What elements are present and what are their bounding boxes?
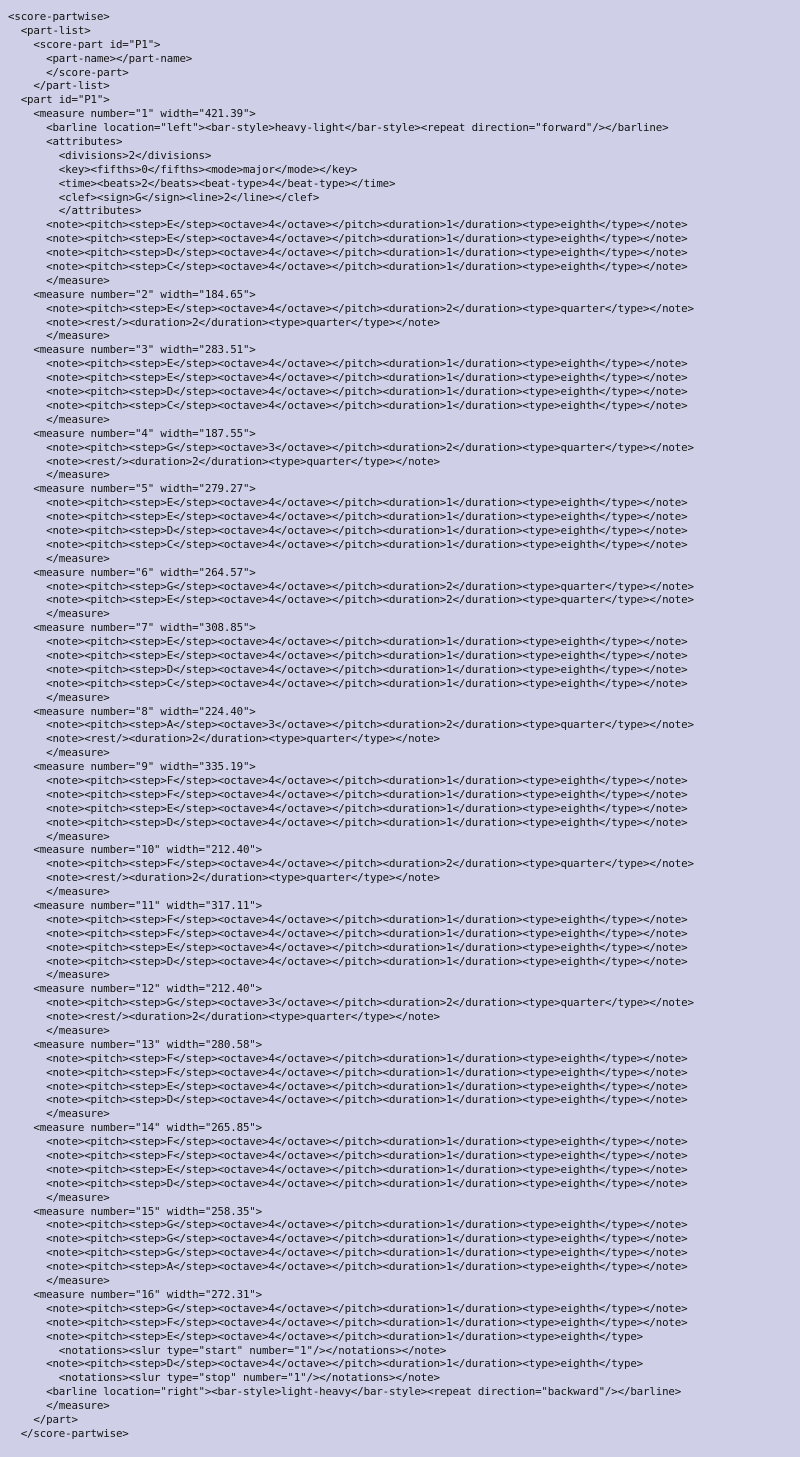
code-line: <note><pitch><step>E</step><octave>4</octave></pitch><duration>1</duration><type>eighth</type></note> — [8, 218, 688, 232]
code-line: <measure number="13" width="280.58"> — [8, 1037, 263, 1051]
code-line: <note><pitch><step>G</step><octave>4</octave></pitch><duration>1</duration><type>eighth</type></note> — [8, 1301, 688, 1315]
code-line: </measure> — [8, 468, 110, 482]
code-line: <note><pitch><step>E</step><octave>4</octave></pitch><duration>1</duration><type>eighth</type></note> — [8, 496, 688, 510]
code-line: <note><pitch><step>A</step><octave>4</octave></pitch><duration>1</duration><type>eighth</type></note> — [8, 1260, 688, 1274]
code-line: <note><pitch><step>G</step><octave>3</octave></pitch><duration>2</duration><type>quarter</type></note> — [8, 996, 694, 1010]
code-line: <measure number="1" width="421.39"> — [8, 107, 256, 121]
code-line: <barline location="right"><bar-style>light-heavy</bar-style><repeat direction="backward"/></barline> — [8, 1385, 682, 1399]
code-line: <note><pitch><step>F</step><octave>4</octave></pitch><duration>2</duration><type>quarter</type></note> — [8, 857, 694, 871]
code-line: <measure number="10" width="212.40"> — [8, 843, 263, 857]
code-line: </score-partwise> — [8, 1426, 129, 1440]
code-line: </measure> — [8, 1190, 110, 1204]
code-line: <note><pitch><step>D</step><octave>4</octave></pitch><duration>1</duration><type>eighth</type> — [8, 1357, 644, 1371]
code-line: <note><pitch><step>C</step><octave>4</octave></pitch><duration>1</duration><type>eighth</type></note> — [8, 398, 688, 412]
code-line: <note><pitch><step>D</step><octave>4</octave></pitch><duration>1</duration><type>eighth</type></note> — [8, 815, 688, 829]
code-line: </measure> — [8, 1274, 110, 1288]
code-line: <note><pitch><step>D</step><octave>4</octave></pitch><duration>1</duration><type>eighth</type></note> — [8, 523, 688, 537]
code-line: <note><pitch><step>F</step><octave>4</octave></pitch><duration>1</duration><type>eighth</type></note> — [8, 926, 688, 940]
code-line: <score-part id="P1"> — [8, 37, 161, 51]
code-line: <note><pitch><step>E</step><octave>4</octave></pitch><duration>1</duration><type>eighth</type></note> — [8, 510, 688, 524]
code-line: <measure number="3" width="283.51"> — [8, 343, 256, 357]
code-line: <part-name></part-name> — [8, 51, 193, 65]
code-line: <barline location="left"><bar-style>heavy-light</bar-style><repeat direction="forward"/></barline> — [8, 121, 669, 135]
code-line: <notations><slur type="stop" number="1"/></notations></note> — [8, 1371, 440, 1385]
code-line: <measure number="4" width="187.55"> — [8, 426, 256, 440]
code-line: <measure number="14" width="265.85"> — [8, 1121, 263, 1135]
code-line: </measure> — [8, 329, 110, 343]
code-line: </measure> — [8, 968, 110, 982]
code-line: <divisions>2</divisions> — [8, 148, 212, 162]
code-line: <note><rest/><duration>2</duration><type>quarter</type></note> — [8, 315, 440, 329]
code-line: <note><pitch><step>D</step><octave>4</octave></pitch><duration>1</duration><type>eighth</type></note> — [8, 954, 688, 968]
code-line: <note><pitch><step>D</step><octave>4</octave></pitch><duration>1</duration><type>eighth</type></note> — [8, 1093, 688, 1107]
code-line: <note><pitch><step>A</step><octave>3</octave></pitch><duration>2</duration><type>quarter</type></note> — [8, 718, 694, 732]
code-line: </measure> — [8, 607, 110, 621]
code-line: <note><pitch><step>F</step><octave>4</octave></pitch><duration>1</duration><type>eighth</type></note> — [8, 1065, 688, 1079]
code-line: <part id="P1"> — [8, 93, 110, 107]
code-line: </measure> — [8, 273, 110, 287]
code-line: <note><pitch><step>E</step><octave>4</octave></pitch><duration>1</duration><type>eighth</type></note> — [8, 648, 688, 662]
code-line: <note><pitch><step>E</step><octave>4</octave></pitch><duration>1</duration><type>eighth</type></note> — [8, 357, 688, 371]
code-line: </measure> — [8, 885, 110, 899]
code-line: <measure number="15" width="258.35"> — [8, 1204, 263, 1218]
code-line: <note><rest/><duration>2</duration><type>quarter</type></note> — [8, 871, 440, 885]
code-line: <note><pitch><step>G</step><octave>4</octave></pitch><duration>1</duration><type>eighth</type></note> — [8, 1246, 688, 1260]
code-line: <note><pitch><step>G</step><octave>3</octave></pitch><duration>2</duration><type>quarter</type></note> — [8, 440, 694, 454]
code-line: </measure> — [8, 746, 110, 760]
code-line: <measure number="2" width="184.65"> — [8, 287, 256, 301]
code-line: <measure number="5" width="279.27"> — [8, 482, 256, 496]
code-line: </measure> — [8, 690, 110, 704]
code-line: <key><fifths>0</fifths><mode>major</mode></key> — [8, 162, 358, 176]
code-line: </part-list> — [8, 79, 110, 93]
code-line: <note><pitch><step>C</step><octave>4</octave></pitch><duration>1</duration><type>eighth</type></note> — [8, 676, 688, 690]
code-line: <attributes> — [8, 135, 123, 149]
code-line: <note><pitch><step>E</step><octave>4</octave></pitch><duration>1</duration><type>eighth</type></note> — [8, 940, 688, 954]
code-line: </score-part> — [8, 65, 129, 79]
code-line: </part> — [8, 1412, 78, 1426]
code-line: <note><pitch><step>G</step><octave>4</octave></pitch><duration>1</duration><type>eighth</type></note> — [8, 1218, 688, 1232]
code-line: <measure number="11" width="317.11"> — [8, 899, 263, 912]
code-line: <part-list> — [8, 23, 91, 37]
code-line: <measure number="6" width="264.57"> — [8, 565, 256, 579]
code-line: <note><pitch><step>F</step><octave>4</octave></pitch><duration>1</duration><type>eighth</type></note> — [8, 1051, 688, 1065]
code-line: <note><pitch><step>F</step><octave>4</octave></pitch><duration>1</duration><type>eighth</type></note> — [8, 1315, 688, 1329]
code-line: <note><pitch><step>E</step><octave>4</octave></pitch><duration>1</duration><type>eighth</type></note> — [8, 801, 688, 815]
code-line: <measure number="9" width="335.19"> — [8, 760, 256, 774]
code-line: <note><pitch><step>E</step><octave>4</octave></pitch><duration>2</duration><type>quarter</type></note> — [8, 301, 694, 315]
code-line: <note><pitch><step>G</step><octave>4</octave></pitch><duration>2</duration><type>quarter</type></note> — [8, 579, 694, 593]
code-line: <note><pitch><step>E</step><octave>4</octave></pitch><duration>1</duration><type>eighth</type></note> — [8, 635, 688, 649]
code-line: <measure number="8" width="224.40"> — [8, 704, 256, 718]
code-line: </measure> — [8, 829, 110, 843]
code-line: </measure> — [8, 1399, 110, 1413]
code-line: <measure number="7" width="308.85"> — [8, 621, 256, 635]
code-line: <note><pitch><step>E</step><octave>4</octave></pitch><duration>1</duration><type>eighth</type></note> — [8, 1079, 688, 1093]
code-line: </measure> — [8, 1107, 110, 1121]
code-line: <note><pitch><step>E</step><octave>4</octave></pitch><duration>2</duration><type>quarter</type></note> — [8, 593, 694, 607]
code-line: <note><rest/><duration>2</duration><type>quarter</type></note> — [8, 454, 440, 468]
code-line: <measure number="12" width="212.40"> — [8, 982, 263, 996]
code-line: <note><rest/><duration>2</duration><type>quarter</type></note> — [8, 732, 440, 746]
code-line: <note><pitch><step>F</step><octave>4</octave></pitch><duration>1</duration><type>eighth</type></note> — [8, 773, 688, 787]
code-line: <note><pitch><step>F</step><octave>4</octave></pitch><duration>1</duration><type>eighth</type></note> — [8, 912, 688, 926]
code-line: <note><pitch><step>C</step><octave>4</octave></pitch><duration>1</duration><type>eighth</type></note> — [8, 537, 688, 551]
code-line: <note><pitch><step>D</step><octave>4</octave></pitch><duration>1</duration><type>eighth</type></note> — [8, 1176, 688, 1190]
code-line: <note><pitch><step>F</step><octave>4</octave></pitch><duration>1</duration><type>eighth</type></note> — [8, 1135, 688, 1149]
code-line: <clef><sign>G</sign><line>2</line></clef> — [8, 190, 320, 204]
code-line: </attributes> — [8, 204, 142, 218]
code-line: <note><pitch><step>G</step><octave>4</octave></pitch><duration>1</duration><type>eighth</type></note> — [8, 1232, 688, 1246]
code-line: <note><pitch><step>E</step><octave>4</octave></pitch><duration>1</duration><type>eighth</type></note> — [8, 232, 688, 246]
code-line: <measure number="16" width="272.31"> — [8, 1287, 263, 1301]
code-line: <note><pitch><step>D</step><octave>4</octave></pitch><duration>1</duration><type>eighth</type></note> — [8, 246, 688, 260]
code-line: </measure> — [8, 551, 110, 565]
code-line: <note><pitch><step>C</step><octave>4</octave></pitch><duration>1</duration><type>eighth</type></note> — [8, 260, 688, 274]
code-line: <notations><slur type="start" number="1"/></notations></note> — [8, 1343, 447, 1357]
code-line: </measure> — [8, 1024, 110, 1038]
code-line: <note><pitch><step>D</step><octave>4</octave></pitch><duration>1</duration><type>eighth</type></note> — [8, 662, 688, 676]
code-line: <note><pitch><step>D</step><octave>4</octave></pitch><duration>1</duration><type>eighth</type></note> — [8, 385, 688, 399]
code-line: </measure> — [8, 412, 110, 426]
code-line: <time><beats>2</beats><beat-type>4</beat-type></time> — [8, 176, 396, 190]
code-line: <note><pitch><step>E</step><octave>4</octave></pitch><duration>1</duration><type>eighth</type></note> — [8, 371, 688, 385]
code-line: <note><pitch><step>E</step><octave>4</octave></pitch><duration>1</duration><type>eighth</type></note> — [8, 1162, 688, 1176]
code-line: <note><rest/><duration>2</duration><type>quarter</type></note> — [8, 1010, 440, 1024]
code-line: <note><pitch><step>E</step><octave>4</octave></pitch><duration>1</duration><type>eighth</type> — [8, 1329, 644, 1343]
code-line: <note><pitch><step>F</step><octave>4</octave></pitch><duration>1</duration><type>eighth</type></note> — [8, 787, 688, 801]
code-line: <note><pitch><step>F</step><octave>4</octave></pitch><duration>1</duration><type>eighth</type></note> — [8, 1149, 688, 1163]
code-line: <score-partwise> — [8, 10, 110, 23]
